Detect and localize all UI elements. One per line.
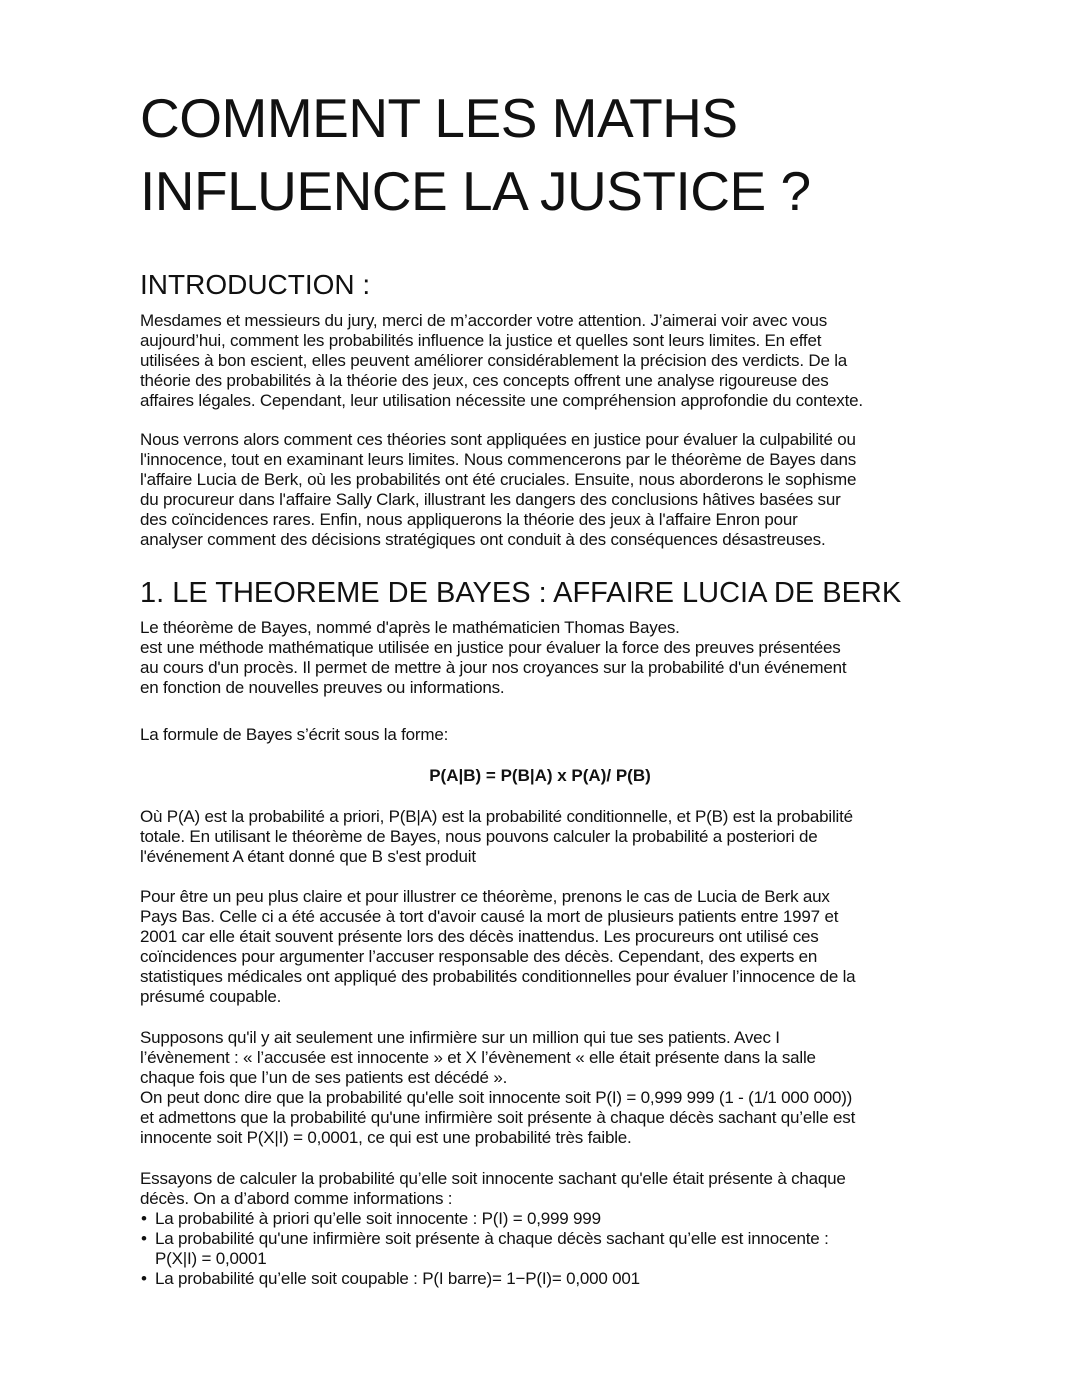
text-line: Où P(A) est la probabilité a priori, P(B|A) est la probabilité conditionnelle, et P(B) est la probabilité — [140, 807, 853, 826]
text-line: Pour être un peu plus claire et pour illustrer ce théorème, prenons le cas de Lucia de Berk aux — [140, 887, 830, 906]
paragraph-lucia-case — [140, 887, 855, 1007]
text-line: statistiques médicales ont appliqué des probabilités conditionnelles pour évaluer l’innocence de la — [140, 967, 856, 986]
text-line: aujourd’hui, comment les probabilités influence la justice et quelles sont leurs limites. En effet — [140, 331, 822, 350]
bullet-item — [140, 1229, 829, 1249]
text-line: du procureur dans l'affaire Sally Clark, illustrant les dangers des conclusions hâtives basées sur — [140, 490, 841, 509]
bullet-item — [140, 1269, 829, 1289]
text-line: l'affaire Lucia de Berk, où les probabilités ont été cruciales. Ensuite, nous aborderons le sophisme — [140, 470, 857, 489]
text-line: Mesdames et messieurs du jury, merci de m’accorder votre attention. J’aimerai voir avec vous — [140, 311, 828, 330]
text-line: l’évènement : « l’accusée est innocente » et X l’évènement « elle était présente dans la salle — [140, 1048, 816, 1067]
title-line: COMMENT LES MATHS — [140, 87, 738, 149]
bullet-icon: • — [141, 1209, 147, 1228]
text-line: au cours d'un procès. Il permet de mettre à jour nos croyances sur la probabilité d'un événement — [140, 658, 847, 677]
text-line: en fonction de nouvelles preuves ou informations. — [140, 678, 505, 697]
bullet-text: La probabilité qu’elle soit coupable : P(I barre)= 1−P(I)= 0,000 001 — [155, 1269, 640, 1288]
text-line: décès. On a d’abord comme informations : — [140, 1189, 453, 1208]
text-line: affaires légales. Cependant, leur utilisation nécessite une compréhension approfondie du contexte. — [140, 391, 863, 410]
text-line: innocente soit P(X|I) = 0,0001, ce qui est une probabilité très faible. — [140, 1128, 632, 1147]
paragraph-intro-1 — [140, 311, 863, 411]
paragraph-formula-intro — [140, 725, 448, 745]
text-line: théorie des probabilités à la théorie des jeux, ces concepts offrent une analyse rigoureuse des — [140, 371, 829, 390]
bullet-text: La probabilité qu'une infirmière soit présente à chaque décès sachant qu’elle est innocente : — [155, 1229, 829, 1248]
text-line: Supposons qu'il y ait seulement une infirmière sur un million qui tue ses patients. Avec I — [140, 1028, 780, 1047]
text-line: totale. En utilisant le théorème de Bayes, nous pouvons calculer la probabilité a posteriori de — [140, 827, 818, 846]
title-line: INFLUENCE LA JUSTICE ? — [140, 160, 811, 222]
bullet-list — [140, 1209, 829, 1289]
text-line: Essayons de calculer la probabilité qu’elle soit innocente sachant qu'elle était présente à chaque — [140, 1169, 846, 1188]
text-line: Nous verrons alors comment ces théories sont appliquées en justice pour évaluer la culpabilité ou — [140, 430, 856, 449]
text-line: Pays Bas. Celle ci a été accusée à tort d'avoir causé la mort de plusieurs patients entre 1997 et — [140, 907, 839, 926]
text-line: analyser comment des décisions stratégiques ont conduit à des conséquences désastreuses. — [140, 530, 826, 549]
text-line: et admettons que la probabilité qu'une infirmière soit présente à chaque décès sachant qu’elle est — [140, 1108, 856, 1127]
bullet-item-continuation — [140, 1249, 829, 1269]
text-line: l'événement A étant donné que B s'est produit — [140, 847, 476, 866]
document-title — [140, 82, 811, 228]
introduction-heading: INTRODUCTION : — [140, 269, 371, 300]
text-line: 2001 car elle était souvent présente lors des décès inattendus. Les procureurs ont utilisé ces — [140, 927, 819, 946]
paragraph-formula-explanation — [140, 807, 853, 867]
bullet-icon: • — [141, 1229, 147, 1248]
text-line: chaque fois que l’un de ses patients est décédé ». — [140, 1068, 508, 1087]
section-1-heading: 1. LE THEOREME DE BAYES : AFFAIRE LUCIA DE BERK — [140, 577, 902, 609]
paragraph-intro-2 — [140, 430, 856, 550]
text-line: coïncidences pour argumenter l’accuser responsable des décès. Cependant, des experts en — [140, 947, 818, 966]
text-line: Le théorème de Bayes, nommé d'après le mathématicien Thomas Bayes. — [140, 618, 680, 637]
bullet-item — [140, 1209, 829, 1229]
text-line: On peut donc dire que la probabilité qu'elle soit innocente soit P(I) = 0,999 999 (1 - (1/1 000 000)) — [140, 1088, 853, 1107]
text-line: l'innocence, tout en examinant leurs limites. Nous commencerons par le théorème de Bayes dans — [140, 450, 857, 469]
text-line: utilisées à bon escient, elles peuvent améliorer considérablement la précision des verdicts. De la — [140, 351, 848, 370]
text-line: présumé coupable. — [140, 987, 282, 1006]
text-line: La formule de Bayes s’écrit sous la forme: — [140, 725, 449, 744]
text-line: des coïncidences rares. Enfin, nous appliquerons la théorie des jeux à l'affaire Enron pour — [140, 510, 798, 529]
paragraph-calculation — [140, 1169, 846, 1209]
text-line: est une méthode mathématique utilisée en justice pour évaluer la force des preuves présentées — [140, 638, 841, 657]
bullet-text: P(X|I) = 0,0001 — [155, 1249, 267, 1268]
paragraph-bayes-definition — [140, 618, 846, 698]
paragraph-hypothesis — [140, 1028, 855, 1148]
bullet-text: La probabilité à priori qu’elle soit innocente : P(I) = 0,999 999 — [155, 1209, 601, 1228]
bayes-formula: P(A|B) = P(B|A) x P(A)/ P(B) — [429, 766, 651, 785]
bullet-icon: • — [141, 1269, 147, 1288]
